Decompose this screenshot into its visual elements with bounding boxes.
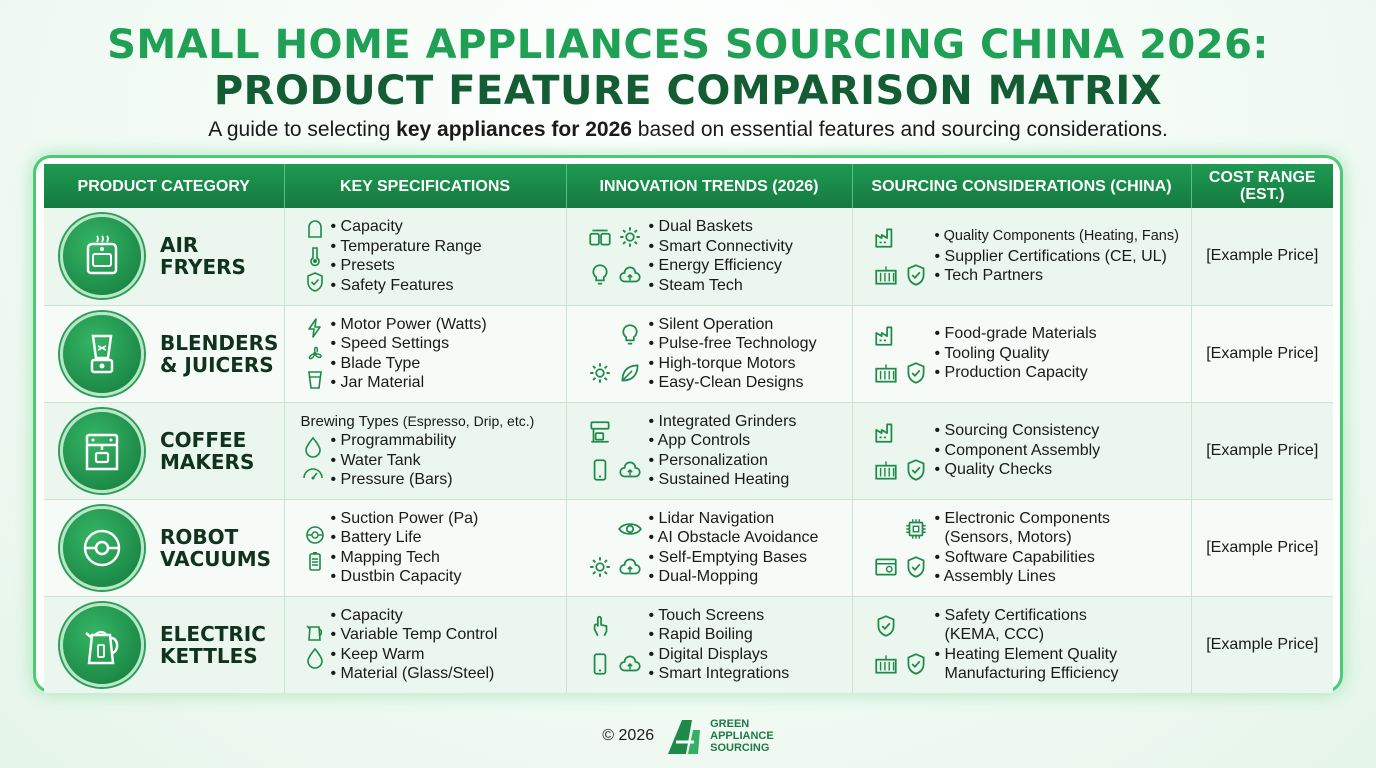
cloud-icon <box>617 651 643 677</box>
espresso-machine-icon <box>587 419 613 445</box>
table-row-air-fryers <box>44 208 1333 305</box>
list-item: • Temperature Range <box>331 237 482 257</box>
list-item: • Component Assembly <box>935 441 1101 461</box>
list-item: • Dual Baskets <box>649 217 793 237</box>
container-icon <box>873 651 899 677</box>
kettle-icon <box>60 603 144 687</box>
category-name: BLENDERS & JUICERS <box>160 330 279 377</box>
price-value: [Example Price] <box>1206 441 1319 459</box>
specs-cell <box>284 208 566 305</box>
category-cell <box>44 499 284 596</box>
water-drop-icon <box>301 435 325 459</box>
page-title-line1: SMALL HOME APPLIANCES SOURCING CHINA 2026: <box>107 22 1269 68</box>
list-item: • Smart Integrations <box>649 664 790 684</box>
lightbulb-icon <box>617 322 643 348</box>
list-item: • Water Tank <box>331 451 457 471</box>
list-item: • Digital Displays <box>649 645 790 665</box>
trends-list <box>649 509 819 587</box>
sourcing-cell <box>852 305 1191 402</box>
comparison-matrix <box>44 164 1333 693</box>
header-innovation-trends: INNOVATION TRENDS (2026) <box>566 164 852 208</box>
jar-icon <box>303 368 327 392</box>
cloud-icon <box>617 457 643 483</box>
list-item: • Sourcing Consistency <box>935 421 1101 441</box>
list-item: • App Controls <box>649 431 797 451</box>
sourcing-cell <box>852 596 1191 693</box>
price-value: [Example Price] <box>1206 247 1319 265</box>
list-item: • Variable Temp Control <box>331 625 498 645</box>
shield-check-icon <box>903 457 929 483</box>
table-row-coffee-makers <box>44 402 1333 499</box>
trends-cell <box>566 208 852 305</box>
cost-cell <box>1191 499 1333 596</box>
shield-check-icon <box>303 270 327 294</box>
list-item: • Quality Components (Heating, Fans) <box>935 227 1179 247</box>
cost-cell <box>1191 305 1333 402</box>
specs-cell <box>284 499 566 596</box>
cost-cell <box>1191 208 1333 305</box>
robot-vacuum-icon <box>60 506 144 590</box>
trends-cell <box>566 402 852 499</box>
list-item: • Speed Settings <box>331 334 487 354</box>
category-name: COFFEE MAKERS <box>160 427 255 474</box>
category-cell <box>44 305 284 402</box>
container-icon <box>873 457 899 483</box>
subtitle-emphasis: key appliances for 2026 <box>396 118 632 141</box>
container-icon <box>873 360 899 386</box>
list-item: • Sustained Heating <box>649 470 797 490</box>
list-item: • Integrated Grinders <box>649 412 797 432</box>
fan-blade-icon <box>303 342 327 366</box>
container-icon <box>873 262 899 288</box>
header-cost-range: COST RANGE (EST.) <box>1191 164 1333 208</box>
list-item: • Keep Warm <box>331 645 498 665</box>
list-item: • Software Capabilities <box>935 548 1110 568</box>
blender-icon <box>60 312 144 396</box>
specs-cell <box>284 596 566 693</box>
lightning-icon <box>303 316 327 340</box>
trends-list <box>649 315 817 393</box>
factory-icon <box>873 419 899 445</box>
price-value: [Example Price] <box>1206 538 1319 556</box>
eye-icon <box>617 516 643 542</box>
gauge-icon <box>301 461 325 485</box>
shield-check-icon <box>903 651 929 677</box>
green-appliance-sourcing-logo-icon <box>666 716 706 756</box>
category-name: ELECTRIC KETTLES <box>160 621 266 668</box>
list-item: • Battery Life <box>331 528 479 548</box>
cost-cell <box>1191 596 1333 693</box>
list-item: • Pressure (Bars) <box>331 470 457 490</box>
sourcing-cell <box>852 499 1191 596</box>
bread-icon <box>303 218 327 242</box>
list-item: • Supplier Certifications (CE, UL) <box>935 247 1179 267</box>
header-sourcing-considerations: SOURCING CONSIDERATIONS (CHINA) <box>852 164 1191 208</box>
header-product-category: PRODUCT CATEGORY <box>44 164 284 208</box>
list-item: • Safety Features <box>331 276 482 296</box>
page-subtitle: A guide to selecting key appliances for 2026 based on essential features and sourcing considerations. <box>208 118 1168 141</box>
list-item: • Mapping Tech <box>331 548 479 568</box>
trends-list <box>649 217 793 295</box>
price-value: [Example Price] <box>1206 344 1319 362</box>
chip-icon <box>903 516 929 542</box>
trends-cell <box>566 596 852 693</box>
category-name: ROBOT VACUUMS <box>160 524 272 571</box>
gear-icon <box>587 360 613 386</box>
table-row-robot-vacuums <box>44 499 1333 596</box>
category-cell <box>44 208 284 305</box>
vacuum-wheel-icon <box>303 523 327 547</box>
gear-icon <box>617 224 643 250</box>
list-item: • Tooling Quality <box>935 344 1097 364</box>
list-item: • Rapid Boiling <box>649 625 790 645</box>
category-cell <box>44 402 284 499</box>
trends-list <box>649 606 790 684</box>
list-item: • Production Capacity <box>935 363 1097 383</box>
table-row-blenders-juicers <box>44 305 1333 402</box>
footer <box>0 716 1376 756</box>
list-item: • Pulse-free Technology <box>649 334 817 354</box>
specs-cell <box>284 305 566 402</box>
cost-cell <box>1191 402 1333 499</box>
list-item: • Blade Type <box>331 354 487 374</box>
thermometer-icon <box>303 244 327 268</box>
logo-text: GREEN APPLIANCE SOURCING <box>710 718 774 754</box>
trends-cell <box>566 499 852 596</box>
trends-list <box>649 412 797 490</box>
lightbulb-icon <box>587 262 613 288</box>
list-item: • Safety Certifications (KEMA, CCC) <box>935 606 1119 645</box>
list-item: • Self-Emptying Bases <box>649 548 819 568</box>
price-value: [Example Price] <box>1206 635 1319 653</box>
phone-icon <box>587 651 613 677</box>
category-cell <box>44 596 284 693</box>
page-title-line2: PRODUCT FEATURE COMPARISON MATRIX <box>213 68 1163 114</box>
list-item: • High-torque Motors <box>649 354 817 374</box>
specs-list <box>331 431 457 490</box>
list-item: • Capacity <box>331 217 482 237</box>
cloud-icon <box>617 554 643 580</box>
list-item: • Easy-Clean Designs <box>649 373 817 393</box>
list-item: • Smart Connectivity <box>649 237 793 257</box>
kettle-small-icon <box>303 620 327 644</box>
gear-icon <box>587 554 613 580</box>
specs-list <box>331 315 487 393</box>
shield-check-icon <box>903 360 929 386</box>
software-window-icon <box>873 554 899 580</box>
factory-icon <box>873 224 899 250</box>
list-item: • Electronic Components (Sensors, Motors) <box>935 509 1110 548</box>
list-item: • Steam Tech <box>649 276 793 296</box>
list-item: • Energy Efficiency <box>649 256 793 276</box>
shield-check-icon <box>873 613 899 639</box>
specs-list <box>331 606 498 684</box>
specs-list <box>331 217 482 295</box>
trends-cell <box>566 305 852 402</box>
sourcing-cell <box>852 402 1191 499</box>
specs-list <box>331 509 479 587</box>
factory-icon <box>873 322 899 348</box>
coffee-maker-icon <box>60 409 144 493</box>
table-row-electric-kettles <box>44 596 1333 693</box>
list-item: • Touch Screens <box>649 606 790 626</box>
leaf-icon <box>617 360 643 386</box>
sourcing-cell <box>852 208 1191 305</box>
air-fryer-icon <box>60 214 144 298</box>
list-item: • Jar Material <box>331 373 487 393</box>
list-item: • Motor Power (Watts) <box>331 315 487 335</box>
list-item: • Silent Operation <box>649 315 817 335</box>
sourcing-list <box>935 324 1097 383</box>
list-item: • Presets <box>331 256 482 276</box>
shield-check-icon <box>903 262 929 288</box>
brewing-types: Brewing Types (Espresso, Drip, etc.) <box>300 412 535 430</box>
list-item: • Quality Checks <box>935 460 1101 480</box>
specs-cell <box>284 402 566 499</box>
list-item: • Programmability <box>331 431 457 451</box>
sourcing-list <box>935 421 1101 480</box>
list-item: • Food-grade Materials <box>935 324 1097 344</box>
sourcing-list <box>935 227 1179 286</box>
list-item: • Dustbin Capacity <box>331 567 479 587</box>
shield-check-icon <box>903 554 929 580</box>
list-item: • Dual-Mopping <box>649 567 819 587</box>
water-drop-icon <box>303 646 327 670</box>
touch-icon <box>587 613 613 639</box>
list-item: • Suction Power (Pa) <box>331 509 479 529</box>
list-item: • Material (Glass/Steel) <box>331 664 498 684</box>
header-key-specifications: KEY SPECIFICATIONS <box>284 164 566 208</box>
list-item: • Personalization <box>649 451 797 471</box>
cloud-icon <box>617 262 643 288</box>
battery-icon <box>303 549 327 573</box>
sourcing-list <box>935 606 1119 684</box>
list-item: • Capacity <box>331 606 498 626</box>
sourcing-list <box>935 509 1110 587</box>
list-item: • Heating Element Quality Manufacturing Efficiency <box>935 645 1119 684</box>
list-item: • AI Obstacle Avoidance <box>649 528 819 548</box>
list-item: • Tech Partners <box>935 266 1179 286</box>
copyright: © 2026 <box>602 727 655 744</box>
list-item: • Assembly Lines <box>935 567 1110 587</box>
list-item: • Lidar Navigation <box>649 509 819 529</box>
phone-icon <box>587 457 613 483</box>
category-name: AIR FRYERS <box>160 233 246 280</box>
dual-basket-icon <box>587 224 613 250</box>
